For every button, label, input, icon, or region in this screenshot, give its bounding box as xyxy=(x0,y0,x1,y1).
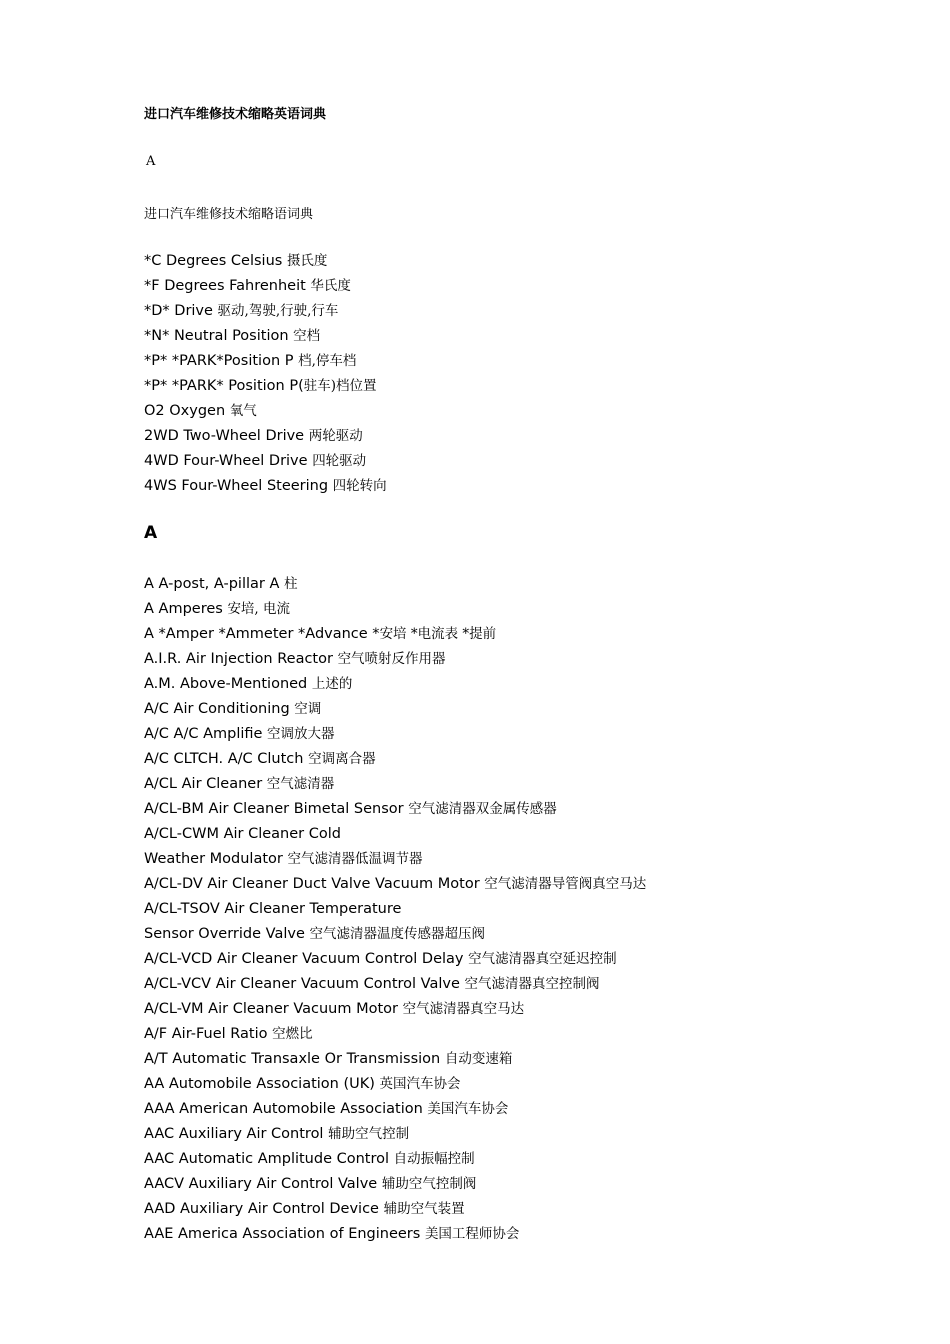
dictionary-entry xyxy=(144,772,646,797)
entry-english: 2WD Two-Wheel Drive xyxy=(144,428,309,444)
entry-chinese: 四轮转向 xyxy=(332,478,387,494)
entry-english: 4WD Four-Wheel Drive xyxy=(144,453,313,469)
entry-chinese: 美国工程师协会 xyxy=(424,1226,520,1242)
entry-chinese: 辅助空气控制阀 xyxy=(381,1176,477,1192)
entry-english: A/CL-TSOV Air Cleaner Temperature xyxy=(144,901,402,917)
dictionary-entry xyxy=(144,1047,646,1072)
dictionary-entry xyxy=(144,847,646,872)
entry-chinese: 空气滤清器 xyxy=(266,776,335,792)
entry-chinese: 辅助空气控制 xyxy=(328,1126,410,1142)
dictionary-entry xyxy=(144,399,387,424)
entry-english: A Amperes xyxy=(144,601,228,617)
dictionary-entry xyxy=(144,747,646,772)
entry-english: *C Degrees Celsius xyxy=(144,253,287,269)
dictionary-entry xyxy=(144,1147,646,1172)
entry-chinese: 驱动,驾驶,行驶,行车 xyxy=(217,303,339,319)
dictionary-entry xyxy=(144,424,387,449)
dictionary-entry xyxy=(144,697,646,722)
entry-chinese: 空调离合器 xyxy=(308,751,376,767)
dictionary-entry xyxy=(144,1097,646,1122)
entry-english: A/CL-CWM Air Cleaner Cold xyxy=(144,826,341,842)
dictionary-entry xyxy=(144,274,387,299)
dictionary-entry xyxy=(144,374,387,399)
entry-chinese: 驻车)档位置 xyxy=(303,378,377,394)
entry-english: A.I.R. Air Injection Reactor xyxy=(144,651,338,667)
entry-chinese: 空调 xyxy=(294,701,322,717)
document-subtitle: 进口汽车维修技术缩略语词典 xyxy=(144,207,314,222)
entry-english: 4WS Four-Wheel Steering xyxy=(144,478,333,494)
entry-english: A/CL-VCV Air Cleaner Vacuum Control Valve xyxy=(144,976,465,992)
section-letter-small: A xyxy=(146,154,156,169)
dictionary-entry xyxy=(144,324,387,349)
dictionary-entry xyxy=(144,1172,646,1197)
dictionary-entry xyxy=(144,722,646,747)
entry-chinese: 空气滤清器导管阀真空马达 xyxy=(484,876,647,892)
entry-chinese: 空气滤清器双金属传感器 xyxy=(408,801,557,817)
entry-english: A.M. Above-Mentioned xyxy=(144,676,312,692)
dictionary-entry xyxy=(144,922,646,947)
entry-english: AAC Auxiliary Air Control xyxy=(144,1126,329,1142)
dictionary-entry xyxy=(144,947,646,972)
dictionary-entry xyxy=(144,972,646,997)
entry-chinese: 上述的 xyxy=(311,676,353,692)
entry-chinese: 空气滤清器温度传感器超压阀 xyxy=(309,926,485,942)
entry-chinese: 空调放大器 xyxy=(267,726,335,742)
dictionary-entry xyxy=(144,349,387,374)
dictionary-entry xyxy=(144,572,646,597)
entry-english: A A-post, A-pillar A xyxy=(144,576,285,592)
entry-english: A/C A/C Amplifie xyxy=(144,726,268,742)
dictionary-entry xyxy=(144,299,387,324)
entry-english: A/CL-BM Air Cleaner Bimetal Sensor xyxy=(144,801,409,817)
dictionary-entry xyxy=(144,897,646,922)
dictionary-entry xyxy=(144,622,646,647)
entry-english: A/CL Air Cleaner xyxy=(144,776,267,792)
entry-chinese: 美国汽车协会 xyxy=(427,1101,509,1117)
entry-chinese: 华氏度 xyxy=(310,278,351,294)
entry-english: AAC Automatic Amplitude Control xyxy=(144,1151,394,1167)
dictionary-entry xyxy=(144,647,646,672)
entry-english: Weather Modulator xyxy=(144,851,288,867)
dictionary-entry xyxy=(144,797,646,822)
entry-chinese: 空档 xyxy=(293,328,321,344)
entry-english: A *Amper *Ammeter *Advance * xyxy=(144,626,380,642)
entry-chinese: 两轮驱动 xyxy=(308,428,363,444)
entry-english: A/CL-VCD Air Cleaner Vacuum Control Delay xyxy=(144,951,469,967)
dictionary-entry xyxy=(144,1022,646,1047)
entry-english: AAA American Automobile Association xyxy=(144,1101,428,1117)
intro-entry-list xyxy=(144,249,387,499)
entry-chinese: 空气滤清器低温调节器 xyxy=(287,851,423,867)
entry-english: A/CL-VM Air Cleaner Vacuum Motor xyxy=(144,1001,403,1017)
dictionary-entry xyxy=(144,872,646,897)
entry-english: A/CL-DV Air Cleaner Duct Valve Vacuum Motor xyxy=(144,876,485,892)
entry-english: A/C CLTCH. A/C Clutch xyxy=(144,751,309,767)
entry-chinese: 空燃比 xyxy=(272,1026,313,1042)
entry-english: O2 Oxygen xyxy=(144,403,230,419)
a-entry-list xyxy=(144,572,646,1247)
dictionary-entry xyxy=(144,1072,646,1097)
entry-english: AAD Auxiliary Air Control Device xyxy=(144,1201,384,1217)
entry-english: *P* *PARK*Position P xyxy=(144,353,299,369)
entry-chinese: 柱 xyxy=(284,576,298,592)
dictionary-entry xyxy=(144,449,387,474)
entry-chinese: 自动变速箱 xyxy=(444,1051,513,1067)
entry-chinese: 摄氏度 xyxy=(286,253,328,269)
entry-chinese: 四轮驱动 xyxy=(312,453,367,469)
entry-english: *P* *PARK* Position P( xyxy=(144,378,304,394)
dictionary-entry xyxy=(144,597,646,622)
entry-chinese: 安培 *电流表 *提前 xyxy=(379,626,497,642)
entry-chinese: 空气滤清器真空延迟控制 xyxy=(468,951,617,967)
entry-chinese: 档,停车档 xyxy=(298,353,357,369)
entry-chinese: 空气滤清器真空控制阀 xyxy=(464,976,600,992)
dictionary-entry xyxy=(144,822,646,847)
dictionary-entry xyxy=(144,1122,646,1147)
entry-english: AAE America Association of Engineers xyxy=(144,1226,425,1242)
dictionary-entry xyxy=(144,1222,646,1247)
dictionary-entry xyxy=(144,997,646,1022)
entry-english: A/F Air-Fuel Ratio xyxy=(144,1026,273,1042)
entry-english: A/T Automatic Transaxle Or Transmission xyxy=(144,1051,445,1067)
entry-chinese: 空气喷射反作用器 xyxy=(337,651,446,667)
dictionary-entry xyxy=(144,672,646,697)
entry-english: A/C Air Conditioning xyxy=(144,701,295,717)
entry-english: AACV Auxiliary Air Control Valve xyxy=(144,1176,382,1192)
dictionary-entry xyxy=(144,249,387,274)
entry-chinese: 自动振幅控制 xyxy=(393,1151,475,1167)
entry-english: *F Degrees Fahrenheit xyxy=(144,278,311,294)
entry-chinese: 安培, 电流 xyxy=(227,601,291,617)
dictionary-entry xyxy=(144,474,387,499)
document-title: 进口汽车维修技术缩略英语词典 xyxy=(144,107,327,122)
dictionary-entry xyxy=(144,1197,646,1222)
entry-chinese: 空气滤清器真空马达 xyxy=(402,1001,525,1017)
entry-english: Sensor Override Valve xyxy=(144,926,310,942)
section-heading-a: A xyxy=(144,523,158,543)
entry-english: *N* Neutral Position xyxy=(144,328,294,344)
entry-chinese: 英国汽车协会 xyxy=(379,1076,461,1092)
entry-english: AA Automobile Association (UK) xyxy=(144,1076,380,1092)
entry-english: *D* Drive xyxy=(144,303,218,319)
entry-chinese: 氧气 xyxy=(229,403,257,419)
entry-chinese: 辅助空气装置 xyxy=(383,1201,465,1217)
